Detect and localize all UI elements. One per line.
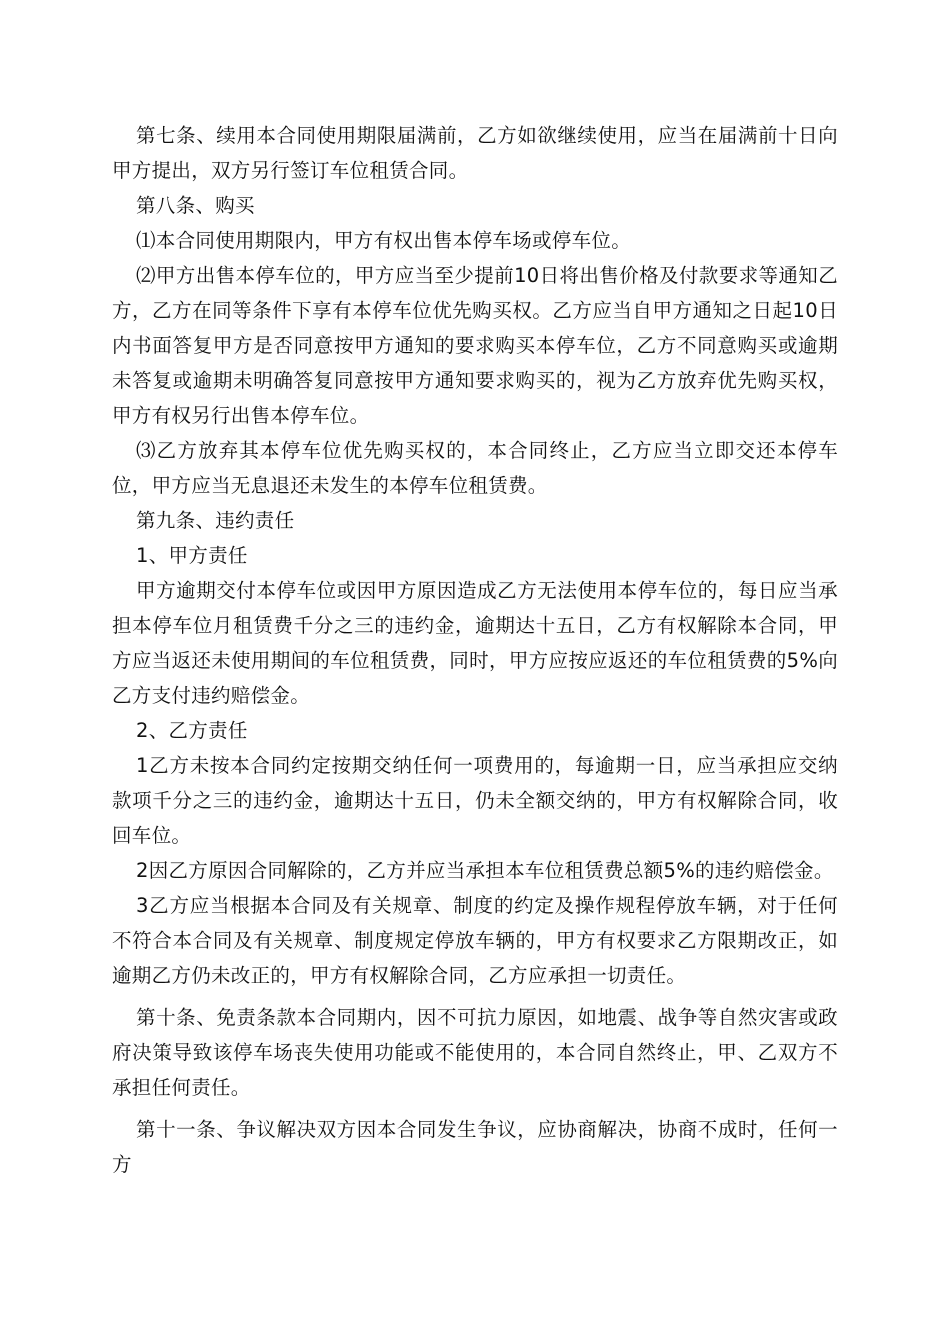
article-9-heading: 第九条、违约责任: [136, 509, 295, 532]
party-b-liability-heading: 2、乙方责任: [136, 719, 248, 742]
article-11-paragraph: 第十一条、争议解决双方因本合同发生争议，应协商解决，协商不成时，任何一方: [112, 1118, 838, 1176]
article-8-item-3: ⑶乙方放弃其本停车位优先购买权的，本合同终止，乙方应当立即交还本停车位，甲方应当无息退还未发生的本停车位租赁费。: [112, 439, 838, 497]
party-a-liability-paragraph: 甲方逾期交付本停车位或因甲方原因造成乙方无法使用本停车位的，每日应当承担本停车位月租赁费千分之三的违约金，逾期达十五日，乙方有权解除本合同，甲方应当返还未使用期间的车位租赁费，同时，甲方应按应返还的车位租赁费的5%向乙方支付违约赔偿金。: [112, 579, 838, 707]
party-b-liability-item-3: 3乙方应当根据本合同及有关规章、制度的约定及操作规程停放车辆，对于任何不符合本合同及有关规章、制度规定停放车辆的，甲方有权要求乙方限期改正，如逾期乙方仍未改正的，甲方有权解除合同，乙方应承担一切责任。: [112, 894, 838, 987]
article-8-heading: 第八条、购买: [136, 194, 255, 217]
article-7-paragraph: 第七条、续用本合同使用期限届满前，乙方如欲继续使用，应当在届满前十日向甲方提出，双方另行签订车位租赁合同。: [112, 124, 838, 182]
contract-body: [112, 118, 838, 1182]
article-10-paragraph: 第十条、免责条款本合同期内，因不可抗力原因，如地震、战争等自然灾害或政府决策导致该停车场丧失使用功能或不能使用的，本合同自然终止，甲、乙双方不承担任何责任。: [112, 1006, 838, 1099]
party-b-liability-item-2: 2因乙方原因合同解除的，乙方并应当承担本车位租赁费总额5%的违约赔偿金。: [136, 859, 834, 882]
article-8-item-2: ⑵甲方出售本停车位的，甲方应当至少提前10日将出售价格及付款要求等通知乙方，乙方在同等条件下享有本停车位优先购买权。乙方应当自甲方通知之日起10日内书面答复甲方是否同意按甲方通知的要求购买本停车位，乙方不同意购买或逾期未答复或逾期未明确答复同意按甲方通知要求购买的，视为乙方放弃优先购买权，甲方有权另行出售本停车位。: [112, 264, 838, 427]
article-8-item-1: ⑴本合同使用期限内，甲方有权出售本停车场或停车位。: [136, 229, 632, 252]
party-b-liability-item-1: 1乙方未按本合同约定按期交纳任何一项费用的，每逾期一日，应当承担应交纳款项千分之三的违约金，逾期达十五日，仍未全额交纳的，甲方有权解除合同，收回车位。: [112, 754, 838, 847]
party-a-liability-heading: 1、甲方责任: [136, 544, 248, 567]
